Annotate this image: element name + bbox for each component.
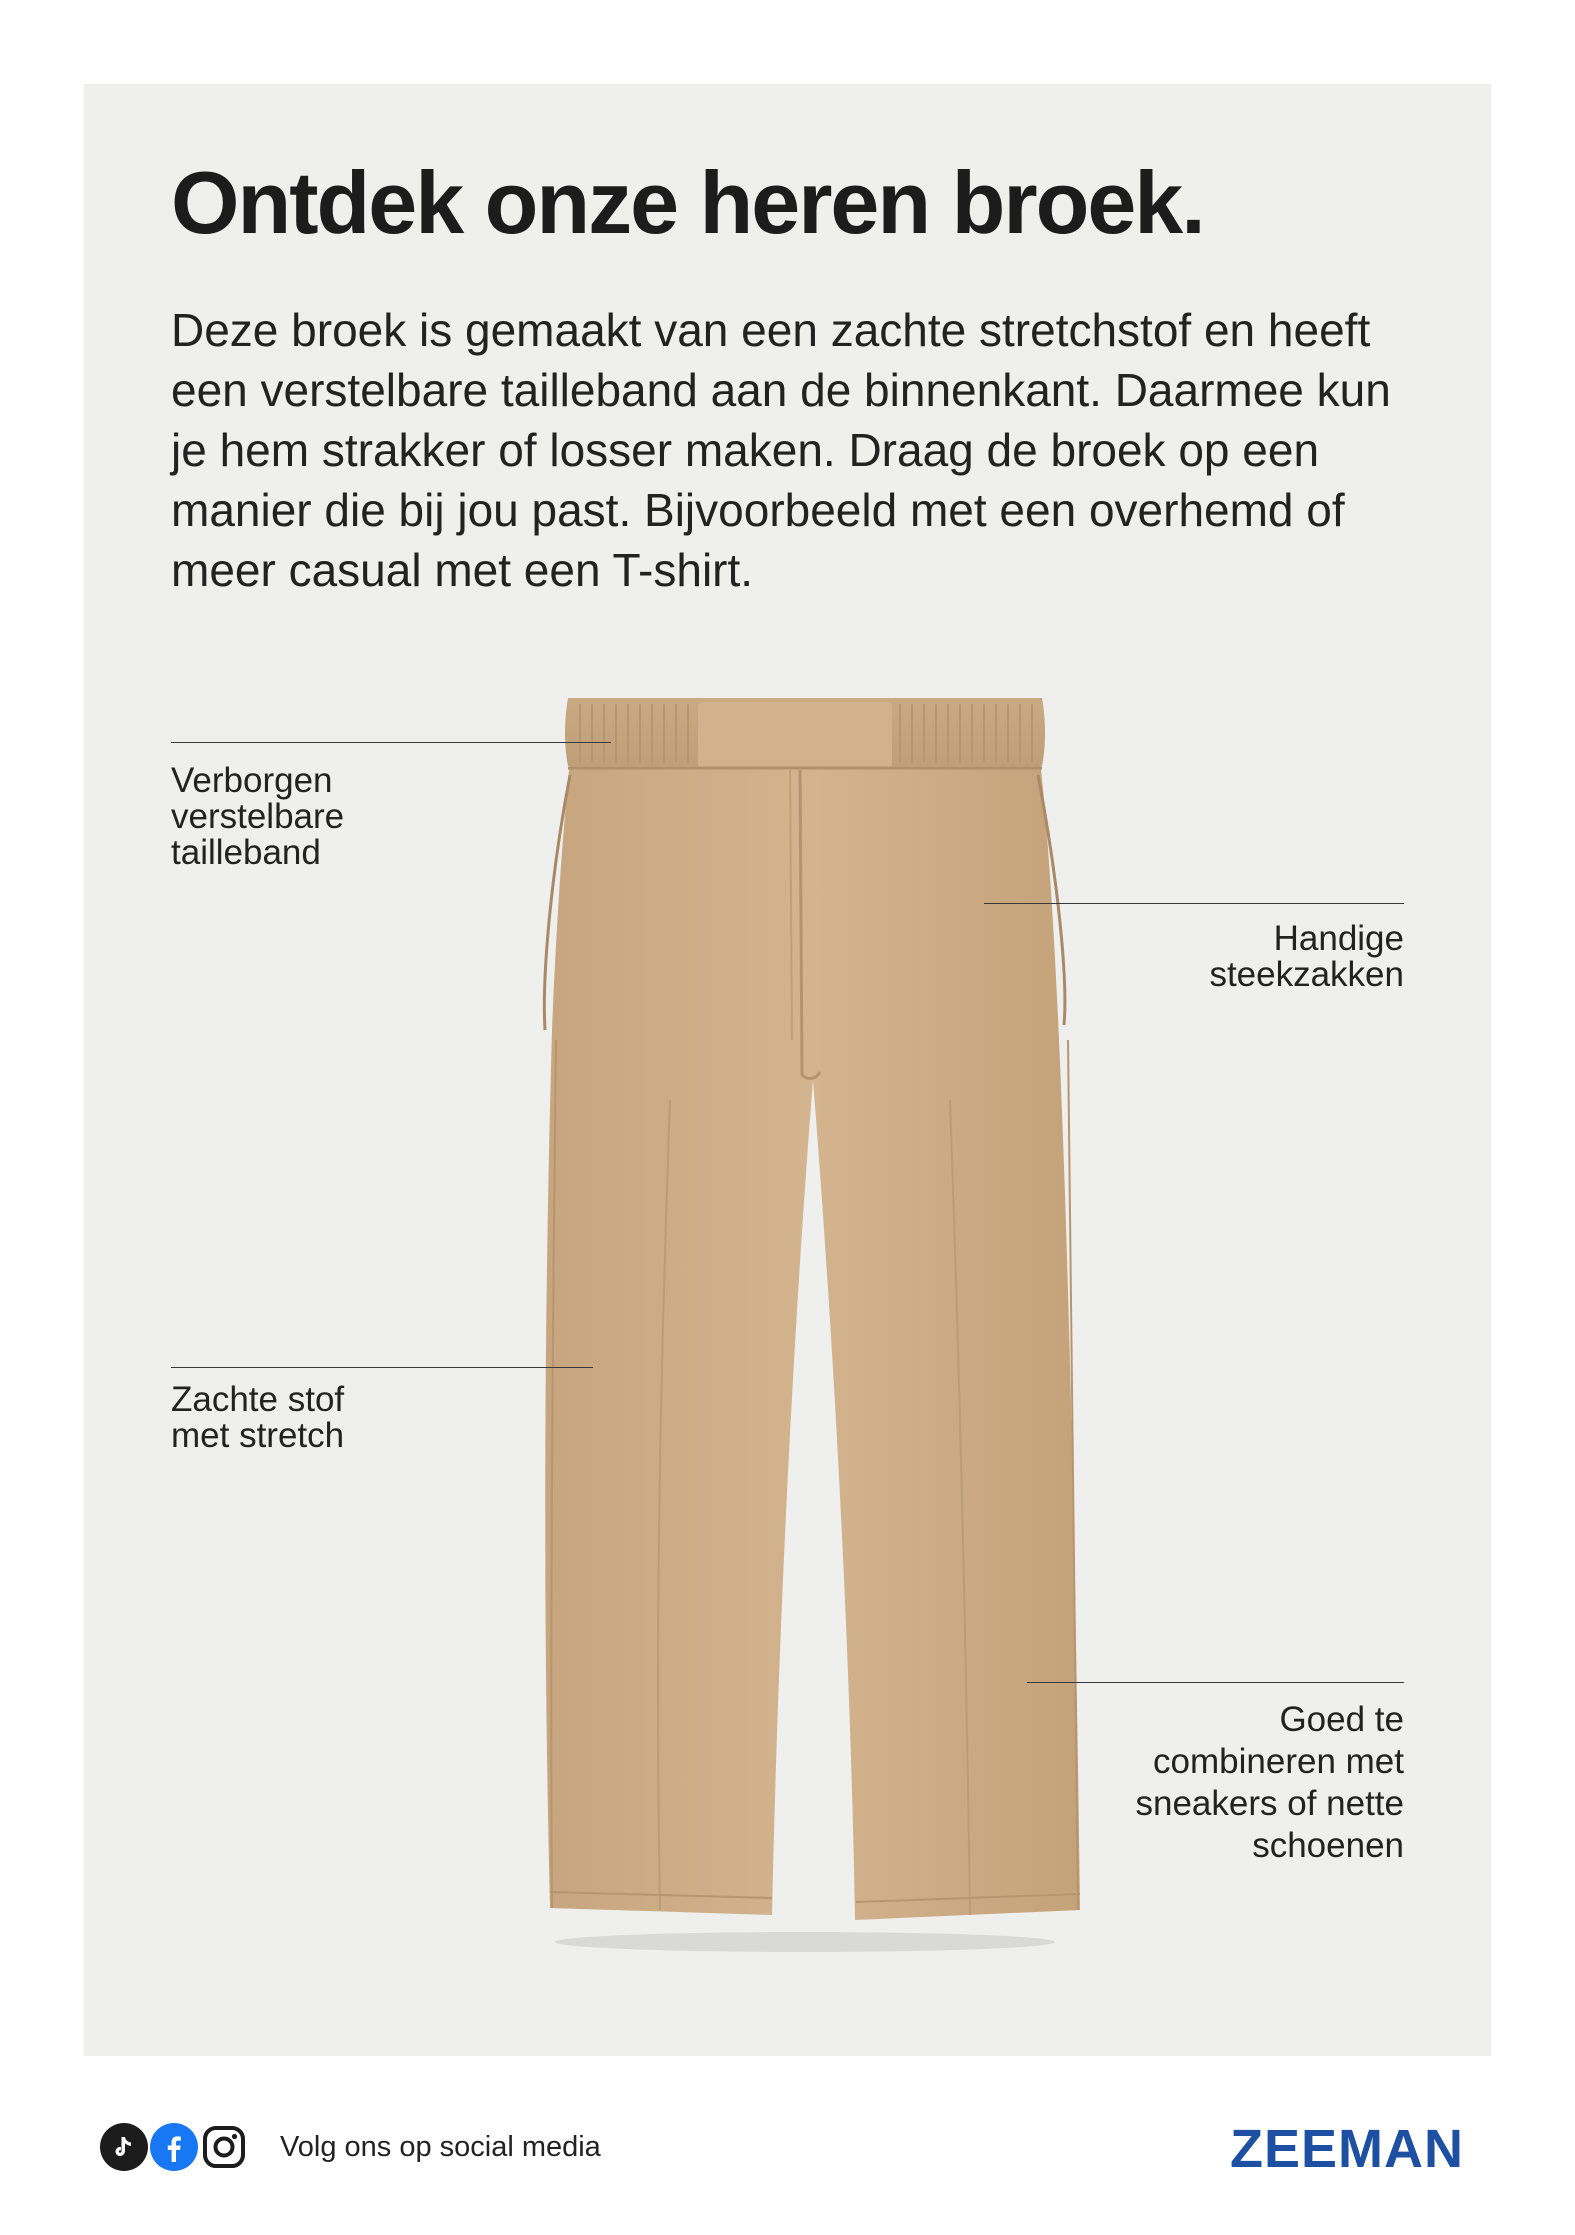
facebook-icon[interactable] — [150, 2123, 198, 2171]
fabric-callout-label: Zachte stof met stretch — [171, 1380, 345, 1455]
social-media-row — [100, 2122, 601, 2172]
intro-paragraph: Deze broek is gemaakt van een zachte stretchstof en heeft een verstelbare tailleband aan de binnenkant. Daarmee kun je hem strakker of losser maken. Draag de broek op een manier die bij jou past. Bijvoorbeeld met een overhemd of meer casual met een T-shirt. — [171, 304, 1391, 596]
shoes-callout-label: Goed te combineren met sneakers of nette schoenen — [1135, 1700, 1404, 1865]
fabric-callout-line — [171, 1367, 593, 1368]
zeeman-logo[interactable]: ZEEMAN — [1230, 2119, 1464, 2179]
tiktok-icon[interactable] — [100, 2123, 148, 2171]
social-media-text: Volg ons op social media — [280, 2130, 601, 2163]
waistband-callout-line — [171, 742, 611, 743]
waistband-callout-label: Verborgen verstelbare tailleband — [171, 761, 345, 872]
pockets-callout-label: Handige steekzakken — [1209, 919, 1404, 994]
shoes-callout-line — [1027, 1682, 1404, 1683]
pockets-callout-line — [984, 903, 1404, 904]
instagram-icon[interactable] — [200, 2123, 248, 2171]
waistband-front — [698, 702, 892, 768]
page-title: Ontdek onze heren broek. — [171, 153, 1204, 252]
pants-body — [545, 760, 1080, 1920]
